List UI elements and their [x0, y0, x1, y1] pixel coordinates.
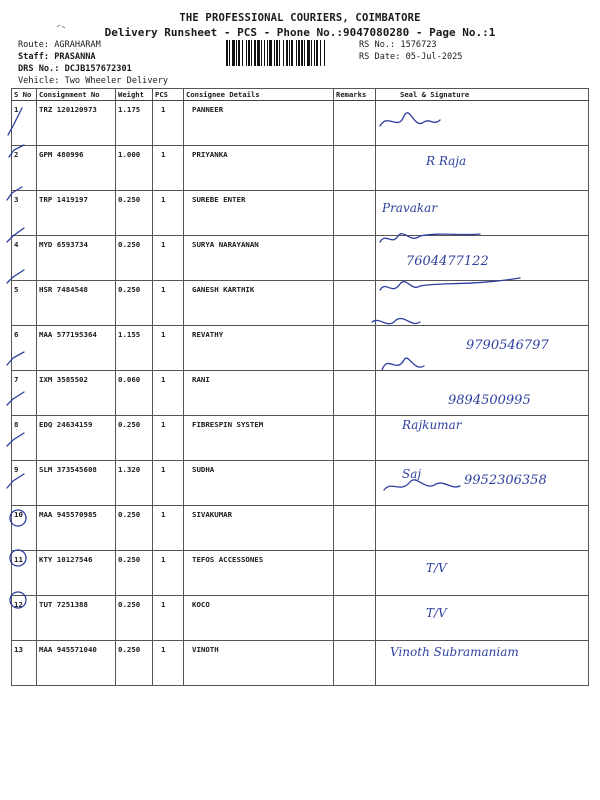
table-row — [12, 641, 589, 686]
rs-date: RS Date: 05-Jul-2025 — [359, 52, 463, 62]
row-consignment-no: EDQ 24634159 — [37, 416, 116, 461]
handwritten-phone: 9790546797 — [466, 338, 549, 353]
rs-number: RS No.: 1576723 — [359, 40, 437, 50]
row-consignment-no: MAA 945571040 — [37, 641, 116, 686]
company-name: THE PROFESSIONAL COURIERS, COIMBATORE — [179, 12, 421, 24]
barcode-bar — [264, 40, 265, 66]
barcode-bar — [311, 40, 312, 66]
row-sno: 10 — [12, 506, 37, 551]
row-sno: 8 — [12, 416, 37, 461]
col-consignment: Consignment No — [37, 89, 116, 101]
row-weight: 0.250 — [116, 551, 153, 596]
row-weight: 1.320 — [116, 461, 153, 506]
row-sno: 4 — [12, 236, 37, 281]
row-remarks — [334, 461, 376, 506]
row-consignee: RANI — [184, 371, 334, 416]
row-remarks — [334, 101, 376, 146]
row-consignee: SURYA NARAYANAN — [184, 236, 334, 281]
barcode-bar — [242, 40, 243, 66]
row-weight: 1.155 — [116, 326, 153, 371]
barcode-bar — [283, 40, 284, 66]
row-seal-signature — [376, 101, 589, 146]
barcode-bar — [314, 40, 315, 66]
row-remarks — [334, 371, 376, 416]
row-remarks — [334, 596, 376, 641]
row-consignee: SUREBE ENTER — [184, 191, 334, 236]
col-pcs: PCS — [153, 89, 184, 101]
row-consignee: PRIYANKA — [184, 146, 334, 191]
row-pcs: 1 — [153, 281, 184, 326]
row-consignment-no: TUT 7251388 — [37, 596, 116, 641]
row-pcs: 1 — [153, 101, 184, 146]
handwritten-phone: 9952306358 — [464, 473, 547, 488]
barcode-bar — [229, 40, 230, 66]
table-row — [12, 461, 589, 506]
row-weight: 0.250 — [116, 236, 153, 281]
row-seal-signature — [376, 551, 589, 596]
table-row — [12, 506, 589, 551]
row-remarks — [334, 146, 376, 191]
row-seal-signature — [376, 236, 589, 281]
row-consignee: REVATHY — [184, 326, 334, 371]
row-seal-signature — [376, 281, 589, 326]
row-consignee: TEFOS ACCESSONES — [184, 551, 334, 596]
barcode-bar — [289, 40, 290, 66]
signature-text: Rajkumar — [402, 418, 462, 432]
table-row — [12, 191, 589, 236]
signature-text: R Raja — [426, 154, 467, 168]
row-remarks — [334, 281, 376, 326]
table-header-row — [12, 89, 589, 101]
row-weight: 1.175 — [116, 101, 153, 146]
drs-barcode — [226, 40, 354, 66]
barcode-bar — [254, 40, 256, 66]
barcode-bar — [261, 40, 262, 66]
barcode-bar — [274, 40, 275, 66]
table-row — [12, 416, 589, 461]
barcode-bar — [316, 40, 318, 66]
signature-text: T/V — [426, 606, 447, 620]
row-consignee: KOCO — [184, 596, 334, 641]
row-consignment-no: TRP 1419197 — [37, 191, 116, 236]
row-sno: 11 — [12, 551, 37, 596]
table-row — [12, 101, 589, 146]
row-sno: 1 — [12, 101, 37, 146]
row-weight: 0.250 — [116, 506, 153, 551]
barcode-bar — [304, 40, 305, 66]
signature-text: T/V — [426, 561, 447, 575]
row-consignment-no: MAA 945570985 — [37, 506, 116, 551]
barcode-bar — [320, 40, 321, 66]
signature-text: Vinoth Subramaniam — [390, 645, 519, 659]
row-seal-signature — [376, 371, 589, 416]
row-sno: 2 — [12, 146, 37, 191]
row-consignment-no: MAA 577195364 — [37, 326, 116, 371]
row-sno: 9 — [12, 461, 37, 506]
barcode-bar — [226, 40, 228, 66]
barcode-bar — [286, 40, 288, 66]
barcode-bar — [236, 40, 237, 66]
row-remarks — [334, 551, 376, 596]
barcode-bar — [279, 40, 280, 66]
row-remarks — [334, 506, 376, 551]
row-remarks — [334, 326, 376, 371]
table-row — [12, 551, 589, 596]
row-seal-signature — [376, 596, 589, 641]
row-consignment-no: TRZ 120120973 — [37, 101, 116, 146]
handwritten-phone: 7604477122 — [406, 254, 489, 269]
barcode-bar — [307, 40, 310, 66]
barcode-bar — [238, 40, 240, 66]
row-seal-signature — [376, 416, 589, 461]
handwritten-phone: 9894500995 — [448, 393, 531, 408]
row-weight: 0.250 — [116, 596, 153, 641]
staff-label: Staff: PRASANNA — [18, 52, 96, 62]
row-seal-signature — [376, 461, 589, 506]
row-weight: 0.250 — [116, 641, 153, 686]
row-consignee: SIVAKUMAR — [184, 506, 334, 551]
row-sno: 12 — [12, 596, 37, 641]
row-sno: 3 — [12, 191, 37, 236]
row-consignment-no: MYD 6593734 — [37, 236, 116, 281]
row-sno: 7 — [12, 371, 37, 416]
row-pcs: 1 — [153, 551, 184, 596]
row-pcs: 1 — [153, 236, 184, 281]
barcode-bar — [251, 40, 252, 66]
barcode-bar — [248, 40, 250, 66]
barcode-bar — [301, 40, 303, 66]
table-row — [12, 326, 589, 371]
row-consignment-no: KTY 10127546 — [37, 551, 116, 596]
barcode-bar — [276, 40, 278, 66]
row-seal-signature — [376, 641, 589, 686]
row-consignee: PANNEER — [184, 101, 334, 146]
col-weight: Weight — [116, 89, 153, 101]
row-seal-signature — [376, 191, 589, 236]
row-pcs: 1 — [153, 146, 184, 191]
row-seal-signature — [376, 506, 589, 551]
row-consignee: GANESH KARTHIK — [184, 281, 334, 326]
drs-number: DRS No.: DCJB157672301 — [18, 64, 132, 74]
barcode-bar — [296, 40, 297, 66]
row-consignment-no: IXM 3585502 — [37, 371, 116, 416]
col-remarks: Remarks — [334, 89, 376, 101]
row-pcs: 1 — [153, 596, 184, 641]
row-consignee: VINOTH — [184, 641, 334, 686]
row-weight: 1.000 — [116, 146, 153, 191]
row-weight: 0.250 — [116, 416, 153, 461]
row-sno: 5 — [12, 281, 37, 326]
table-row — [12, 371, 589, 416]
runsheet-table — [11, 88, 588, 659]
row-remarks — [334, 641, 376, 686]
barcode-bar — [246, 40, 247, 66]
row-remarks — [334, 416, 376, 461]
col-consignee: Consignee Details — [184, 89, 334, 101]
row-sno: 13 — [12, 641, 37, 686]
barcode-bar — [269, 40, 272, 66]
row-consignment-no: HSR 7484548 — [37, 281, 116, 326]
row-pcs: 1 — [153, 371, 184, 416]
row-pcs: 1 — [153, 191, 184, 236]
signature-text: Pravakar — [382, 201, 438, 215]
barcode-bar — [232, 40, 235, 66]
barcode-bar — [257, 40, 260, 66]
row-pcs: 1 — [153, 641, 184, 686]
row-consignment-no: GPM 480996 — [37, 146, 116, 191]
barcode-bar — [324, 40, 325, 66]
runsheet-title: Delivery Runsheet - PCS - Phone No.:9047080280 - Page No.:1 — [104, 26, 496, 39]
row-sno: 6 — [12, 326, 37, 371]
route-label: Route: AGRAHARAM — [18, 40, 101, 50]
barcode-bar — [298, 40, 300, 66]
barcode-bar — [267, 40, 268, 66]
row-weight: 0.250 — [116, 281, 153, 326]
table-row — [12, 596, 589, 641]
table-row — [12, 281, 589, 326]
row-pcs: 1 — [153, 416, 184, 461]
row-pcs: 1 — [153, 461, 184, 506]
row-seal-signature — [376, 146, 589, 191]
col-seal-signature: Seal & Signature — [376, 89, 589, 101]
row-consignment-no: SLM 373545608 — [37, 461, 116, 506]
col-sno: S No — [12, 89, 37, 101]
barcode-bar — [291, 40, 293, 66]
row-remarks — [334, 191, 376, 236]
table-row — [12, 236, 589, 281]
signature-text: Saj — [402, 467, 422, 481]
row-weight: 0.250 — [116, 191, 153, 236]
row-pcs: 1 — [153, 326, 184, 371]
row-consignee: FIBRESPIN SYSTEM — [184, 416, 334, 461]
row-consignee: SUDHA — [184, 461, 334, 506]
row-weight: 0.060 — [116, 371, 153, 416]
vehicle-label: Vehicle: Two Wheeler Delivery — [18, 76, 169, 86]
row-seal-signature — [376, 326, 589, 371]
row-remarks — [334, 236, 376, 281]
row-pcs: 1 — [153, 506, 184, 551]
table-row — [12, 146, 589, 191]
